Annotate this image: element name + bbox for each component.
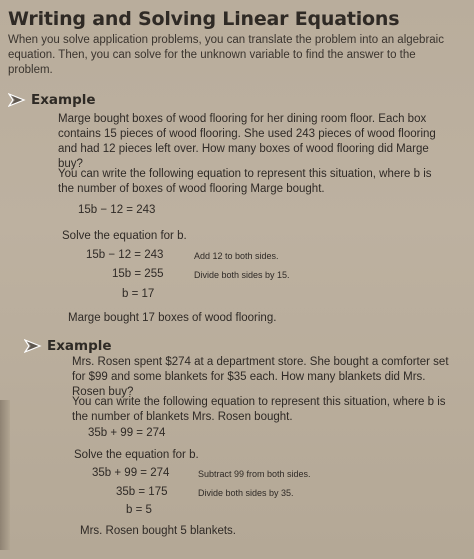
example-2-setup: You can write the following equation to represent this situation, where b is the number of blankets Mrs. Rosen bought.	[72, 396, 446, 423]
example-2-step-3: b = 5	[126, 504, 152, 516]
intro-paragraph: When you solve application problems, you can translate the problem into an algebraic equation. Then, you can solve for the unknown variable to find the answer to the problem.	[8, 34, 444, 76]
example-arrow-icon	[8, 92, 28, 108]
example-2-step-2: 35b = 175	[116, 486, 168, 498]
example-2-problem: Mrs. Rosen spent $274 at a department store. She bought a comforter set for $99 and some blankets for $35 each. How many blankets did Mrs. Rosen buy?	[72, 356, 449, 398]
example-1-equation: 15b − 12 = 243	[78, 204, 156, 216]
example-1-label: Example	[31, 92, 96, 108]
example-1-solve-intro: Solve the equation for b.	[62, 230, 187, 242]
page-title: Writing and Solving Linear Equations	[8, 8, 400, 30]
example-1-step-1: 15b − 12 = 243	[86, 249, 164, 261]
example-1-problem: Marge bought boxes of wood flooring for her dining room floor. Each box contains 15 pieces of wood flooring. She used 243 pieces of wood flooring and had 12 pieces left over. How many boxes of wood flooring did Marge buy?	[58, 113, 436, 170]
example-1-step-3: b = 17	[122, 288, 155, 300]
example-1-heading	[8, 92, 96, 108]
example-2-answer: Mrs. Rosen bought 5 blankets.	[80, 525, 236, 537]
example-1-setup: You can write the following equation to represent this situation, where b is the number of boxes of wood flooring Marge bought.	[58, 168, 432, 195]
example-2-label: Example	[47, 338, 112, 354]
example-arrow-icon	[24, 338, 44, 354]
example-2-solve-intro: Solve the equation for b.	[74, 449, 199, 461]
example-1-step-2-note: Divide both sides by 15.	[194, 270, 290, 280]
page-gutter	[0, 400, 10, 550]
example-2-step-1: 35b + 99 = 274	[92, 467, 170, 479]
example-1-answer: Marge bought 17 boxes of wood flooring.	[68, 312, 277, 324]
example-2-heading	[24, 338, 112, 354]
example-1-step-1-note: Add 12 to both sides.	[194, 251, 279, 261]
example-2-equation: 35b + 99 = 274	[88, 427, 166, 439]
example-2-step-1-note: Subtract 99 from both sides.	[198, 469, 311, 479]
example-1-step-2: 15b = 255	[112, 268, 164, 280]
example-2-step-2-note: Divide both sides by 35.	[198, 488, 294, 498]
